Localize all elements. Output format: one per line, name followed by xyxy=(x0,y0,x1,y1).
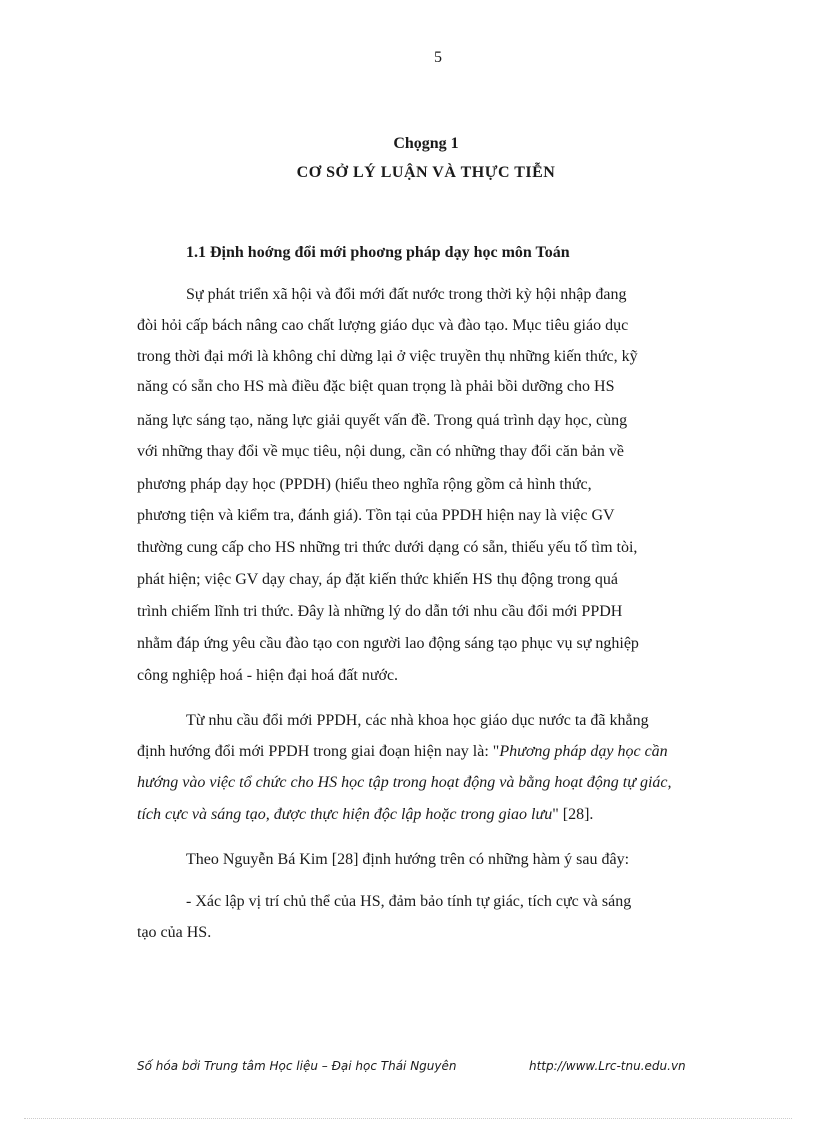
section-heading: 1.1 Định hoớng đổi mới phoơng pháp dạy học môn Toán xyxy=(186,244,570,261)
text-line: Theo Nguyễn Bá Kim [28] định hướng trên có những hàm ý sau đây: xyxy=(186,851,630,868)
text-line: tạo của HS. xyxy=(137,924,212,941)
quote-text: tích cực và sáng tạo, được thực hiện độc lập hoặc trong giao lưu xyxy=(137,806,553,823)
text-line: công nghiệp hoá - hiện đại hoá đất nước. xyxy=(137,667,399,684)
chapter-title: CƠ SỞ LÝ LUẬN VÀ THỰC TIỄN xyxy=(296,164,556,181)
citation: " [28]. xyxy=(552,806,594,823)
text-line: nhằm đáp ứng yêu cầu đào tạo con người lao động sáng tạo phục vụ sự nghiệp xyxy=(137,635,639,652)
text-line: trong thời đại mới là không chỉ dừng lại ở việc truyền thụ những kiến thức, kỹ xyxy=(137,348,638,365)
text-span: định hướng đổi mới PPDH trong giai đoạn hiện nay là: " xyxy=(137,743,500,760)
text-line: Từ nhu cầu đổi mới PPDH, các nhà khoa học giáo dục nước ta đã khẳng xyxy=(186,712,649,729)
text-line xyxy=(137,742,668,762)
text-line: phương pháp dạy học (PPDH) (hiểu theo nghĩa rộng gồm cả hình thức, xyxy=(137,476,592,493)
text-line: năng có sẵn cho HS mà điều đặc biệt quan trọng là phải bồi dưỡng cho HS xyxy=(137,378,615,395)
text-line: - Xác lập vị trí chủ thể của HS, đảm bảo tính tự giác, tích cực và sáng xyxy=(186,893,632,910)
quote-text: hướng vào việc tổ chức cho HS học tập trong hoạt động và bằng hoạt động tự giác, xyxy=(137,774,672,791)
quote-text: Phương pháp dạy học cần xyxy=(499,743,668,760)
text-line: phương tiện và kiểm tra, đánh giá). Tồn tại của PPDH hiện nay là việc GV xyxy=(137,507,615,524)
text-line: Sự phát triển xã hội và đổi mới đất nước trong thời kỳ hội nhập đang xyxy=(186,286,627,303)
text-line: trình chiếm lĩnh tri thức. Đây là những lý do dẫn tới nhu cầu đổi mới PPDH xyxy=(137,603,623,620)
text-line xyxy=(137,805,593,825)
page-bottom-divider xyxy=(24,1118,792,1119)
text-line: năng lực sáng tạo, năng lực giải quyết vấn đề. Trong quá trình dạy học, cùng xyxy=(137,412,628,429)
footer-url[interactable]: http://www.Lrc-tnu.edu.vn xyxy=(529,1059,686,1073)
text-line: đòi hỏi cấp bách nâng cao chất lượng giáo dục và đào tạo. Mục tiêu giáo dục xyxy=(137,317,629,334)
chapter-label: Chọgng 1 xyxy=(393,135,459,152)
text-line: thường cung cấp cho HS những tri thức dưới dạng có sẵn, thiếu yếu tố tìm tòi, xyxy=(137,539,638,556)
quote-text xyxy=(137,773,671,793)
text-line: phát hiện; việc GV dạy chay, áp đặt kiến thức khiến HS thụ động trong quá xyxy=(137,571,619,588)
footer-source: Số hóa bởi Trung tâm Học liệu – Đại học Thái Nguyên xyxy=(137,1059,457,1073)
text-line: với những thay đổi về mục tiêu, nội dung, cần có những thay đổi căn bản về xyxy=(137,443,625,460)
page-number: 5 xyxy=(434,49,442,66)
